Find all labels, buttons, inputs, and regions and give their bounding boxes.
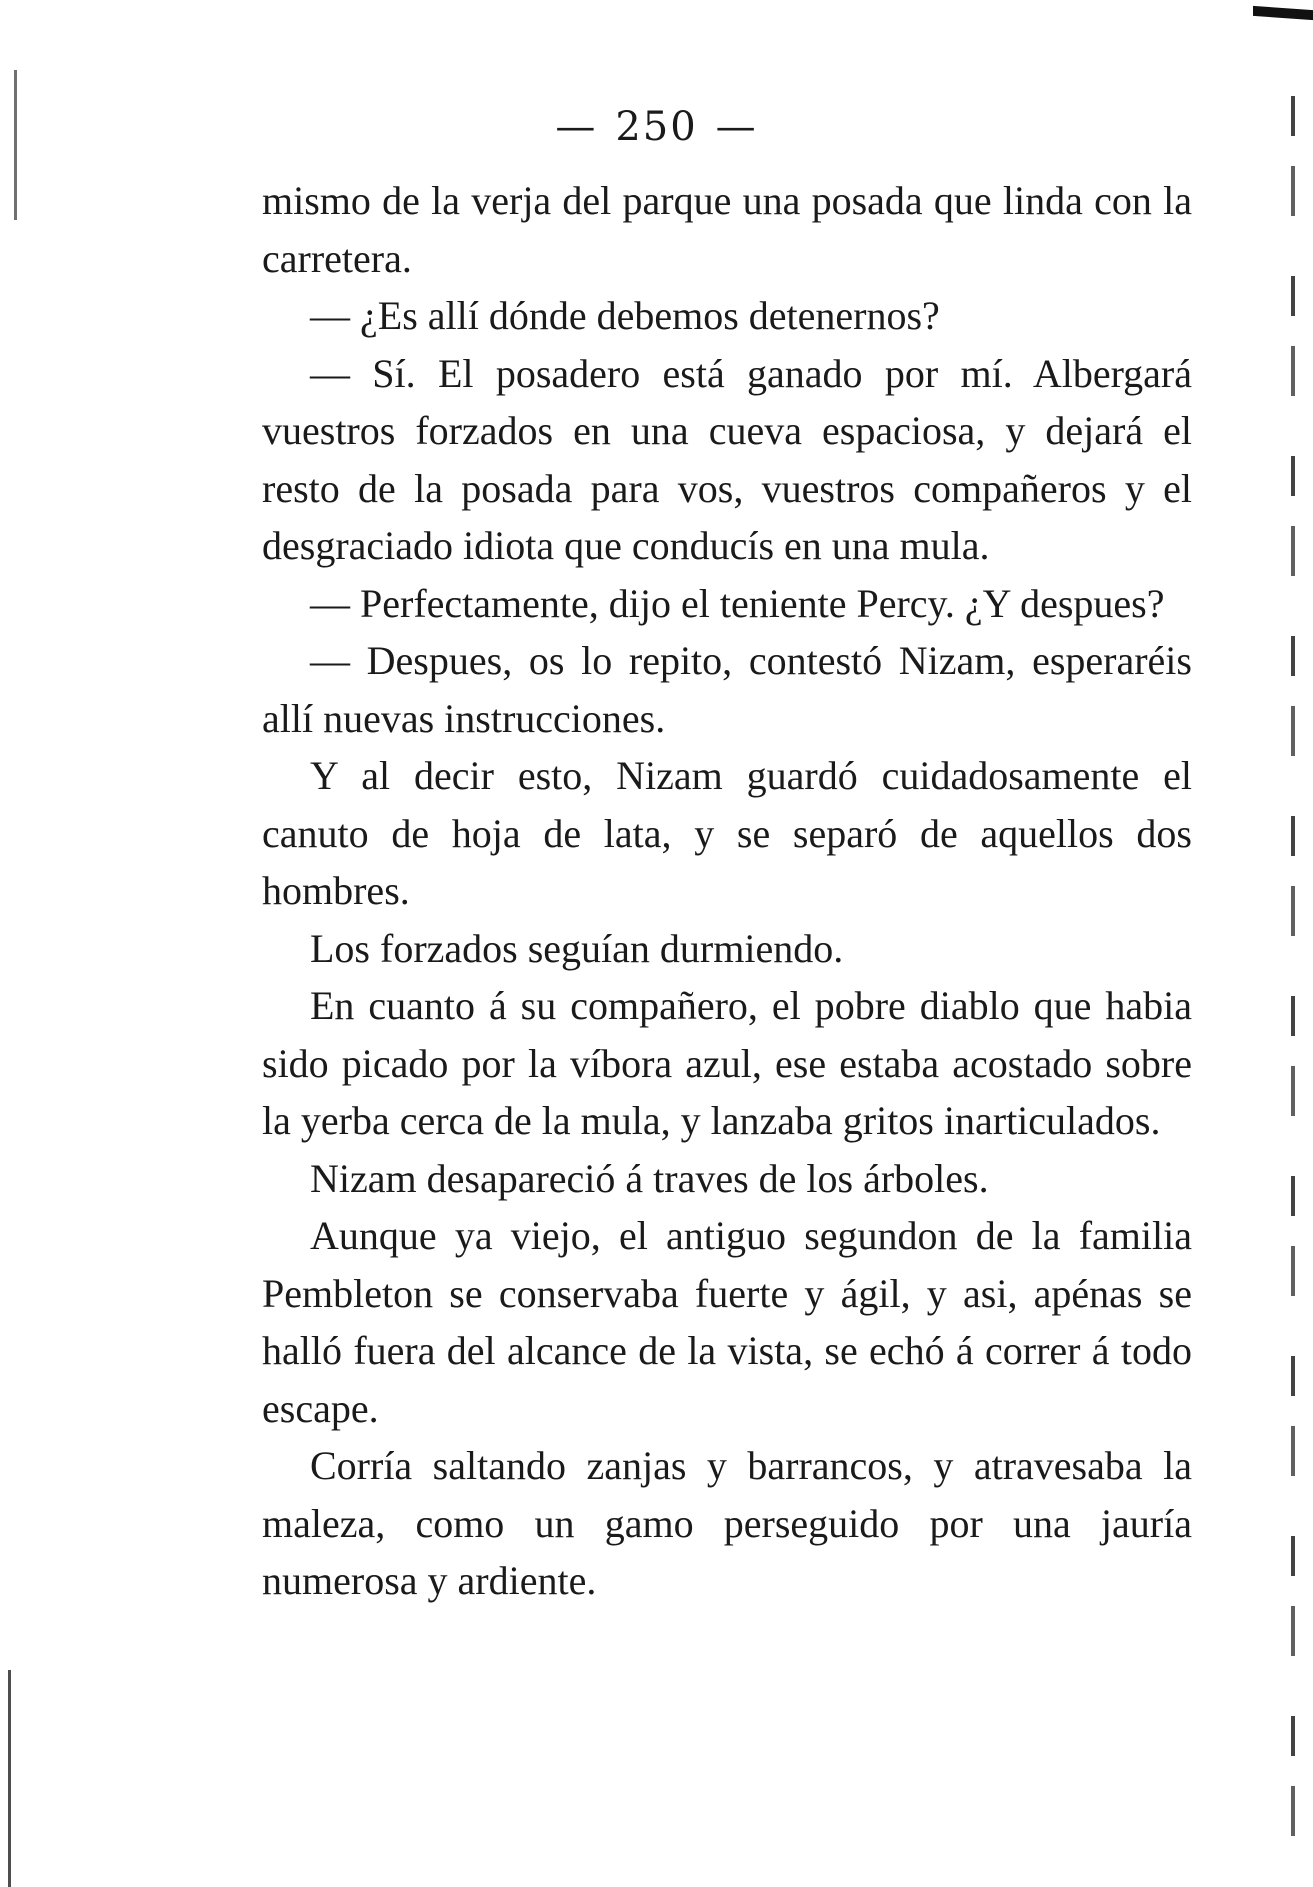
page-number-dash-left: — <box>555 104 598 150</box>
paragraph: — Despues, os lo repito, contestó Nizam, esperaréis allí nuevas instrucciones. <box>262 638 1192 741</box>
paragraph: Nizam desapareció á traves de los árboles. <box>310 1155 989 1201</box>
page-number-value: 250 <box>615 104 698 150</box>
page-number <box>0 104 1313 150</box>
paragraph: Y al decir esto, Nizam guardó cuidadosamente el canuto de hoja de lata, y se separó de aquellos dos hombres. <box>262 753 1192 913</box>
paragraph: En cuanto á su compañero, el pobre diablo que habia sido picado por la víbora azul, ese estaba acostado sobre la yerba cerca de la mula, y lanzaba gritos inarticulados. <box>262 983 1192 1143</box>
paragraph: mismo de la verja del parque una posada que linda con la carretera. <box>262 178 1192 281</box>
body-text <box>262 172 1192 1610</box>
paragraph: Los forzados seguían durmiendo. <box>310 925 844 971</box>
page-edge-mark <box>1253 6 1313 20</box>
page-number-dash-right: — <box>715 104 758 150</box>
paragraph: Aunque ya viejo, el antiguo segundon de la familia Pembleton se conservaba fuerte y ágil, y asi, apénas se halló fuera del alcance de la vista, se echó á correr á todo escape. <box>262 1213 1192 1431</box>
paragraph: — Sí. El posadero está ganado por mí. Albergará vuestros forzados en una cueva espaciosa, y dejará el resto de la posada para vos, vuestros compañeros y el desgraciado idiota que conducís en una mula. <box>262 350 1192 568</box>
page-edge-shadow <box>1291 96 1295 1887</box>
paragraph: Corría saltando zanjas y barrancos, y atravesaba la maleza, como un gamo perseguido por una jauría numerosa y ardiente. <box>262 1443 1192 1603</box>
paragraph: — ¿Es allí dónde debemos detenernos? <box>310 293 940 338</box>
paragraph: — Perfectamente, dijo el teniente Percy. ¿Y despues? <box>310 580 1165 626</box>
page-edge-mark-left-lower <box>8 1670 11 1887</box>
